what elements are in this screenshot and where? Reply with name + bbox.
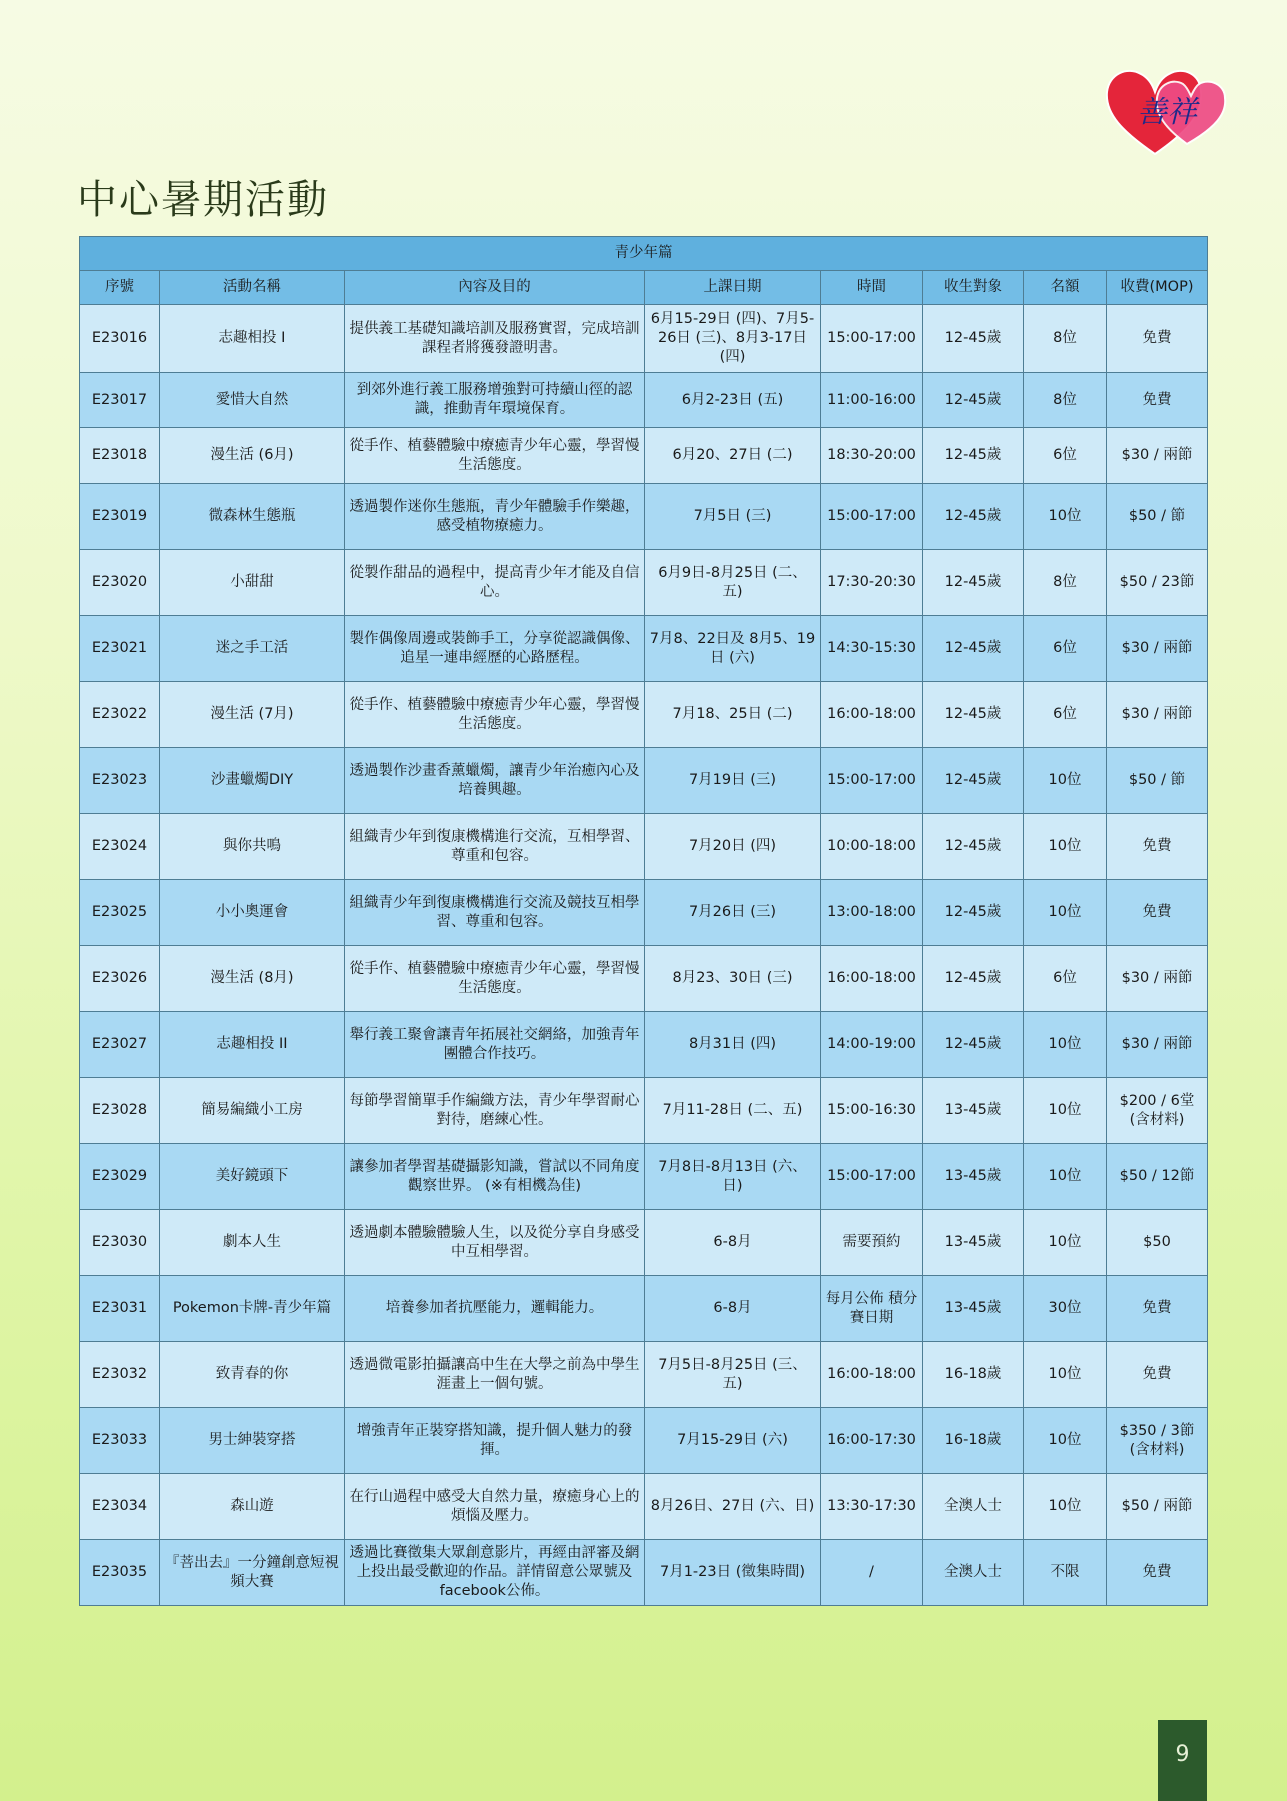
row-target: 12-45歲 [923,484,1024,550]
row-fee: 免費 [1107,373,1208,428]
row-name: 迷之手工活 [160,616,345,682]
row-name: Pokemon卡牌-青少年篇 [160,1276,345,1342]
row-quota: 10位 [1024,1408,1107,1474]
row-quota: 6位 [1024,616,1107,682]
row-date: 7月8、22日及 8月5、19日 (六) [645,616,821,682]
row-time: 14:00-19:00 [821,1012,923,1078]
row-time: 每月公佈 積分賽日期 [821,1276,923,1342]
row-date: 7月5日-8月25日 (三、五) [645,1342,821,1408]
row-time: 16:00-18:00 [821,1342,923,1408]
row-target: 12-45歲 [923,1012,1024,1078]
row-time: 16:00-17:30 [821,1408,923,1474]
table-row [80,1474,1208,1540]
row-time: 13:00-18:00 [821,880,923,946]
row-name: 志趣相投 II [160,1012,345,1078]
column-header: 收生對象 [923,271,1024,305]
row-target: 12-45歲 [923,373,1024,428]
row-fee: $50 / 兩節 [1107,1474,1208,1540]
row-date: 7月1-23日 (徵集時間) [645,1540,821,1606]
row-id: E23020 [80,550,160,616]
row-id: E23030 [80,1210,160,1276]
row-time: 16:00-18:00 [821,682,923,748]
row-target: 12-45歲 [923,682,1024,748]
row-name: 沙畫蠟燭DIY [160,748,345,814]
table-row [80,1078,1208,1144]
table-row [80,1540,1208,1606]
row-fee: $350 / 3節 (含材料) [1107,1408,1208,1474]
row-date: 7月15-29日 (六) [645,1408,821,1474]
row-content: 到郊外進行義工服務增強對可持續山徑的認識，推動青年環境保育。 [345,373,645,428]
table-row [80,428,1208,484]
row-fee: 免費 [1107,880,1208,946]
row-quota: 8位 [1024,305,1107,373]
row-fee: 免費 [1107,305,1208,373]
row-date: 6月20、27日 (二) [645,428,821,484]
row-fee: $30 / 兩節 [1107,1012,1208,1078]
row-quota: 10位 [1024,1078,1107,1144]
table-row [80,1144,1208,1210]
table-row [80,550,1208,616]
row-target: 13-45歲 [923,1144,1024,1210]
row-date: 7月11-28日 (二、五) [645,1078,821,1144]
row-content: 在行山過程中感受大自然力量，療癒身心上的煩惱及壓力。 [345,1474,645,1540]
row-target: 12-45歲 [923,880,1024,946]
row-time: 13:30-17:30 [821,1474,923,1540]
row-target: 12-45歲 [923,616,1024,682]
table-header-row [80,271,1208,305]
row-target: 13-45歲 [923,1078,1024,1144]
row-date: 8月31日 (四) [645,1012,821,1078]
table-row [80,1276,1208,1342]
row-content: 舉行義工聚會讓青年拓展社交網絡，加強青年團體合作技巧。 [345,1012,645,1078]
row-name: 森山遊 [160,1474,345,1540]
row-id: E23026 [80,946,160,1012]
row-target: 全澳人士 [923,1540,1024,1606]
row-name: 致青春的你 [160,1342,345,1408]
table-row [80,946,1208,1012]
page-number: 9 [1158,1720,1207,1801]
row-id: E23034 [80,1474,160,1540]
column-header: 上課日期 [645,271,821,305]
row-date: 6月2-23日 (五) [645,373,821,428]
row-fee: $30 / 兩節 [1107,616,1208,682]
row-name: 『菩出去』一分鐘創意短視頻大賽 [160,1540,345,1606]
row-fee: $50 / 節 [1107,484,1208,550]
row-time: 11:00-16:00 [821,373,923,428]
row-time: 16:00-18:00 [821,946,923,1012]
row-date: 7月18、25日 (二) [645,682,821,748]
row-id: E23016 [80,305,160,373]
row-content: 提供義工基礎知識培訓及服務實習，完成培訓課程者將獲發證明書。 [345,305,645,373]
row-time: 17:30-20:30 [821,550,923,616]
row-fee: $30 / 兩節 [1107,946,1208,1012]
row-name: 劇本人生 [160,1210,345,1276]
row-date: 6月9日-8月25日 (二、五) [645,550,821,616]
page-title: 中心暑期活動 [77,177,329,223]
row-target: 12-45歲 [923,946,1024,1012]
row-time: 15:00-17:00 [821,1144,923,1210]
row-name: 與你共鳴 [160,814,345,880]
row-time: 14:30-15:30 [821,616,923,682]
column-header: 活動名稱 [160,271,345,305]
row-quota: 6位 [1024,682,1107,748]
row-time: 需要預約 [821,1210,923,1276]
row-id: E23035 [80,1540,160,1606]
row-quota: 6位 [1024,428,1107,484]
row-content: 從手作、植藝體驗中療癒青少年心靈，學習慢生活態度。 [345,428,645,484]
activity-table-wrapper [79,236,1207,1606]
row-fee: $30 / 兩節 [1107,428,1208,484]
row-quota: 6位 [1024,946,1107,1012]
row-content: 從手作、植藝體驗中療癒青少年心靈，學習慢生活態度。 [345,946,645,1012]
table-row [80,1342,1208,1408]
row-quota: 10位 [1024,1144,1107,1210]
row-date: 7月8日-8月13日 (六、日) [645,1144,821,1210]
row-time: 15:00-17:00 [821,748,923,814]
row-id: E23017 [80,373,160,428]
row-quota: 不限 [1024,1540,1107,1606]
row-time: 10:00-18:00 [821,814,923,880]
column-header: 時間 [821,271,923,305]
hearts-logo [1103,62,1231,162]
row-date: 8月23、30日 (三) [645,946,821,1012]
row-time: 15:00-17:00 [821,305,923,373]
row-quota: 8位 [1024,550,1107,616]
row-content: 讓參加者學習基礎攝影知識，嘗試以不同角度觀察世界。 (※有相機為佳) [345,1144,645,1210]
row-fee: 免費 [1107,1342,1208,1408]
row-quota: 10位 [1024,748,1107,814]
row-id: E23023 [80,748,160,814]
row-content: 透過比賽徵集大眾創意影片，再經由評審及網上投出最受歡迎的作品。詳情留意公眾號及facebook公佈。 [345,1540,645,1606]
column-header: 序號 [80,271,160,305]
row-content: 透過微電影拍攝讓高中生在大學之前為中學生涯畫上一個句號。 [345,1342,645,1408]
row-quota: 10位 [1024,1342,1107,1408]
section-title: 青少年篇 [80,237,1208,271]
row-id: E23027 [80,1012,160,1078]
row-content: 每節學習簡單手作編織方法，青少年學習耐心對待，磨練心性。 [345,1078,645,1144]
row-name: 小甜甜 [160,550,345,616]
row-content: 培養參加者抗壓能力，邏輯能力。 [345,1276,645,1342]
table-row [80,682,1208,748]
table-row [80,748,1208,814]
row-content: 透過劇本體驗體驗人生，以及從分享自身感受中互相學習。 [345,1210,645,1276]
row-name: 漫生活 (6月) [160,428,345,484]
row-quota: 8位 [1024,373,1107,428]
row-target: 12-45歲 [923,748,1024,814]
row-target: 12-45歲 [923,428,1024,484]
row-id: E23025 [80,880,160,946]
table-row [80,484,1208,550]
column-header: 內容及目的 [345,271,645,305]
row-target: 12-45歲 [923,814,1024,880]
row-fee: $50 [1107,1210,1208,1276]
row-name: 簡易編織小工房 [160,1078,345,1144]
row-quota: 10位 [1024,1474,1107,1540]
row-time: 15:00-16:30 [821,1078,923,1144]
table-row [80,814,1208,880]
row-date: 8月26日、27日 (六、日) [645,1474,821,1540]
column-header: 收費(MOP) [1107,271,1208,305]
row-id: E23018 [80,428,160,484]
table-row [80,305,1208,373]
row-target: 16-18歲 [923,1408,1024,1474]
row-id: E23031 [80,1276,160,1342]
row-date: 7月20日 (四) [645,814,821,880]
activity-table [79,236,1208,1606]
column-header: 名額 [1024,271,1107,305]
table-row [80,616,1208,682]
row-target: 13-45歲 [923,1210,1024,1276]
logo-calligraphy: 善祥 [1137,95,1197,130]
row-date: 7月26日 (三) [645,880,821,946]
row-name: 漫生活 (8月) [160,946,345,1012]
row-id: E23024 [80,814,160,880]
row-id: E23028 [80,1078,160,1144]
row-target: 12-45歲 [923,550,1024,616]
row-date: 7月5日 (三) [645,484,821,550]
row-quota: 10位 [1024,1210,1107,1276]
table-row [80,1210,1208,1276]
table-body [80,305,1208,1606]
row-date: 6-8月 [645,1276,821,1342]
row-name: 志趣相投 I [160,305,345,373]
row-date: 6月15-29日 (四)、7月5-26日 (三)、8月3-17日 (四) [645,305,821,373]
row-name: 愛惜大自然 [160,373,345,428]
row-time: 18:30-20:00 [821,428,923,484]
row-id: E23022 [80,682,160,748]
row-quota: 30位 [1024,1276,1107,1342]
row-content: 組織青少年到復康機構進行交流，互相學習、尊重和包容。 [345,814,645,880]
row-fee: $200 / 6堂 (含材料) [1107,1078,1208,1144]
table-row [80,373,1208,428]
row-fee: 免費 [1107,1540,1208,1606]
row-fee: $50 / 23節 [1107,550,1208,616]
row-target: 12-45歲 [923,305,1024,373]
row-quota: 10位 [1024,484,1107,550]
row-fee: $50 / 12節 [1107,1144,1208,1210]
row-content: 從手作、植藝體驗中療癒青少年心靈，學習慢生活態度。 [345,682,645,748]
row-target: 16-18歲 [923,1342,1024,1408]
row-content: 組織青少年到復康機構進行交流及競技互相學習、尊重和包容。 [345,880,645,946]
row-time: 15:00-17:00 [821,484,923,550]
row-fee: 免費 [1107,814,1208,880]
row-quota: 10位 [1024,880,1107,946]
table-row [80,1408,1208,1474]
row-id: E23032 [80,1342,160,1408]
table-row [80,880,1208,946]
row-content: 從製作甜品的過程中，提高青少年才能及自信心。 [345,550,645,616]
row-content: 製作偶像周邊或裝飾手工，分享從認識偶像、追星一連串經歷的心路歷程。 [345,616,645,682]
row-content: 透過製作沙畫香薰蠟燭，讓青少年治癒內心及培養興趣。 [345,748,645,814]
row-target: 13-45歲 [923,1276,1024,1342]
row-fee: $50 / 節 [1107,748,1208,814]
row-time: / [821,1540,923,1606]
row-name: 微森林生態瓶 [160,484,345,550]
row-id: E23021 [80,616,160,682]
row-id: E23029 [80,1144,160,1210]
row-date: 7月19日 (三) [645,748,821,814]
row-name: 男士紳裝穿搭 [160,1408,345,1474]
row-id: E23033 [80,1408,160,1474]
row-id: E23019 [80,484,160,550]
row-name: 小小奧運會 [160,880,345,946]
row-name: 漫生活 (7月) [160,682,345,748]
row-fee: 免費 [1107,1276,1208,1342]
table-row [80,1012,1208,1078]
row-name: 美好鏡頭下 [160,1144,345,1210]
row-date: 6-8月 [645,1210,821,1276]
row-quota: 10位 [1024,1012,1107,1078]
row-content: 透過製作迷你生態瓶，青少年體驗手作樂趣，感受植物療癒力。 [345,484,645,550]
row-quota: 10位 [1024,814,1107,880]
row-target: 全澳人士 [923,1474,1024,1540]
row-content: 增強青年正裝穿搭知識，提升個人魅力的發揮。 [345,1408,645,1474]
row-fee: $30 / 兩節 [1107,682,1208,748]
